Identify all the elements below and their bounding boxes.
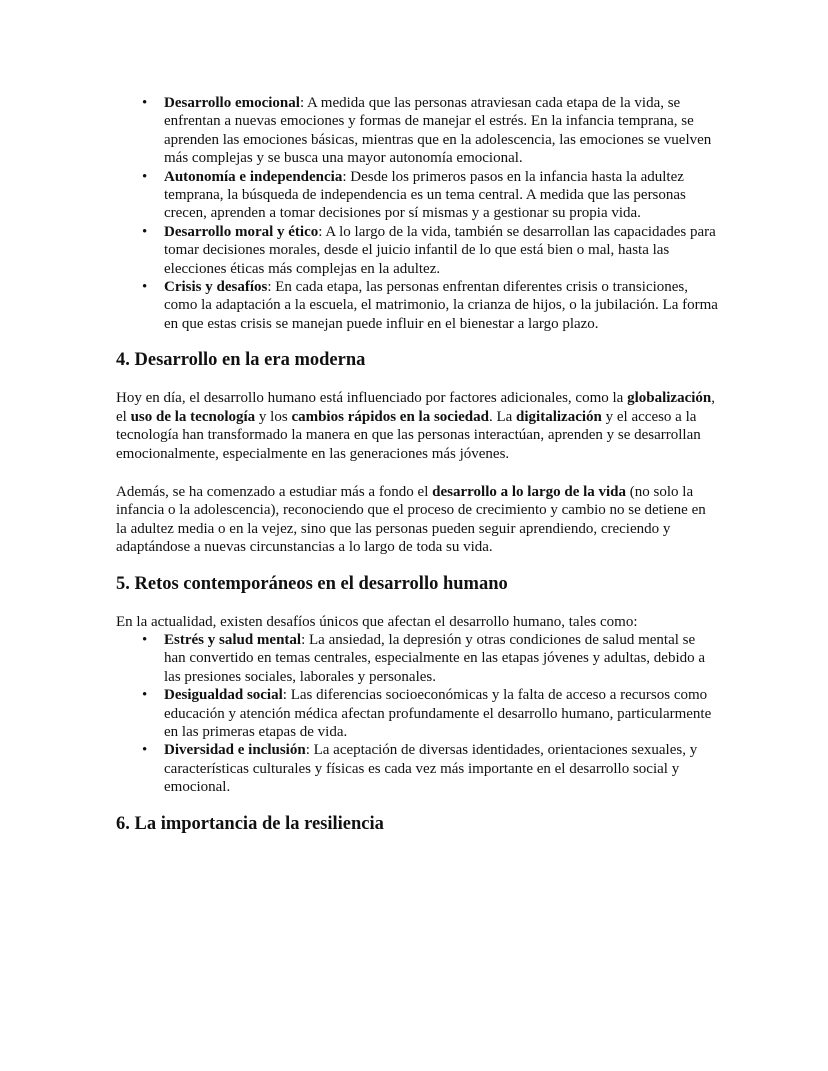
list-item bbox=[142, 631, 718, 686]
item-text: : La aceptación de diversas identidades, orientaciones sexuales, y características culturales y físicas es cada vez más importante en el desarrollo social y emocional. bbox=[164, 742, 698, 796]
bullet-icon: • bbox=[142, 279, 148, 296]
text-run: , el bbox=[116, 390, 715, 425]
item-term: Desigualdad social bbox=[164, 687, 283, 704]
item-term: Crisis y desafíos bbox=[164, 279, 268, 296]
text-run: (no solo la infancia o la adolescencia), reconociendo que el proceso de crecimiento y cambio no se detiene en la adultez media o en la vejez, sino que las personas pueden seguir aprendiendo, creciendo y adaptándose a nuevas circunstancias a lo largo de toda su vida. bbox=[116, 483, 706, 556]
list-item bbox=[142, 278, 718, 333]
list-item bbox=[142, 686, 718, 741]
bold-term: desarrollo a lo largo de la vida bbox=[432, 483, 627, 500]
bullet-icon: • bbox=[142, 742, 148, 759]
item-term: Estrés y salud mental bbox=[164, 631, 302, 648]
item-text: : En cada etapa, las personas enfrentan diferentes crisis o transiciones, como la adaptación a la escuela, el matrimonio, la crianza de hijos, o la jubilación. La forma en que estas crisis se manejan puede influir en el bienestar a largo plazo. bbox=[164, 279, 718, 332]
bullet-icon: • bbox=[142, 223, 148, 240]
item-text: : Desde los primeros pasos en la infancia hasta la adultez temprana, la búsqueda de independencia es un tema central. A medida que las personas crecen, aprenden a tomar decisiones por sí mismas y a gestionar su propia vida. bbox=[164, 168, 686, 222]
development-aspects-list bbox=[116, 94, 718, 333]
item-text: : La ansiedad, la depresión y otras condiciones de salud mental se han convertido en temas centrales, especialmente en las etapas jóvenes y adultas, debido a las presiones sociales, laborales y personales. bbox=[164, 631, 706, 685]
item-term: Autonomía e independencia bbox=[164, 168, 343, 185]
list-item bbox=[142, 168, 718, 223]
item-text: : A lo largo de la vida, también se desarrollan las capacidades para tomar decisiones morales, desde el juicio infantil de lo que está bien o mal, hasta las elecciones éticas más complejas en la adultez. bbox=[164, 223, 716, 277]
bold-term: globalización bbox=[627, 390, 712, 407]
section-heading: 6. La importancia de la resiliencia bbox=[116, 813, 384, 834]
text-run: y el acceso a la tecnología han transformado la manera en que las personas interactúan, aprenden y se desarrollan emocionalmente, especialmente en las generaciones más jóvenes. bbox=[116, 408, 701, 462]
section-heading: 5. Retos contemporáneos en el desarrollo humano bbox=[116, 573, 508, 594]
bold-term: cambios rápidos en la sociedad bbox=[291, 408, 489, 425]
bold-term: uso de la tecnología bbox=[130, 408, 256, 425]
challenges-list bbox=[116, 631, 718, 797]
item-text: : A medida que las personas atraviesan cada etapa de la vida, se enfrentan a nuevas emociones y formas de manejar el estrés. En la infancia temprana, se aprenden las emociones básicas, mientras que en la adolescencia, las emociones se vuelven más complejas y se busca una mayor autonomía emocional. bbox=[164, 95, 712, 167]
paragraph: En la actualidad, existen desafíos únicos que afectan el desarrollo humano, tales como: bbox=[116, 613, 638, 630]
paragraph bbox=[116, 483, 718, 557]
text-run: Además, se ha comenzado a estudiar más a fondo el bbox=[116, 483, 433, 500]
bold-term: digitalización bbox=[516, 408, 602, 425]
document-page bbox=[116, 94, 718, 835]
item-term: Desarrollo emocional bbox=[164, 95, 300, 111]
list-item bbox=[142, 223, 718, 278]
section-heading: 4. Desarrollo en la era moderna bbox=[116, 350, 366, 371]
paragraph bbox=[116, 389, 718, 463]
bullet-icon: • bbox=[142, 95, 148, 111]
bullet-icon: • bbox=[142, 687, 148, 704]
item-text: : Las diferencias socioeconómicas y la falta de acceso a recursos como educación y atención médica afectan profundamente el desarrollo humano, particularmente en las primeras etapas de vida. bbox=[164, 687, 712, 740]
item-term: Diversidad e inclusión bbox=[164, 742, 306, 759]
list-item bbox=[142, 94, 718, 168]
bullet-icon: • bbox=[142, 631, 148, 648]
text-run: y los bbox=[255, 408, 292, 425]
item-term: Desarrollo moral y ético bbox=[164, 223, 319, 240]
list-item bbox=[142, 741, 718, 796]
text-run: . La bbox=[488, 408, 517, 425]
bullet-icon: • bbox=[142, 168, 148, 185]
text-run: Hoy en día, el desarrollo humano está influenciado por factores adicionales, como la bbox=[116, 390, 628, 407]
